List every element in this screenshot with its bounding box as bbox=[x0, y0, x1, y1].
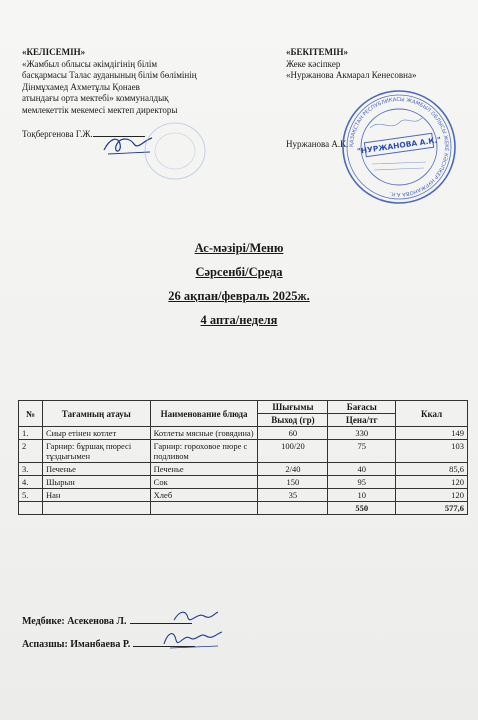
header-kcal: Ккал bbox=[396, 401, 468, 427]
cell-empty bbox=[258, 502, 328, 515]
menu-table bbox=[18, 400, 468, 515]
cell-num: 3. bbox=[19, 463, 43, 476]
handwritten-signature-nurse bbox=[170, 606, 220, 628]
table-row bbox=[19, 427, 468, 440]
heading-weekday: Сәрсенбі/Среда bbox=[195, 265, 283, 279]
cell-name-kz: Нан bbox=[42, 489, 150, 502]
stamp-ring-text: ҚАЗАҚСТАН РЕСПУБЛИКАСЫ ЖАМБЫЛ ОБЛЫСЫ ЖЕКЕ КӘСІПКЕР НУРЖАНОВА А.К. bbox=[348, 96, 450, 198]
cell-price: 40 bbox=[328, 463, 396, 476]
cell-name-ru: Котлеты мясные (говядина) bbox=[150, 427, 258, 440]
cell-name-ru: Хлеб bbox=[150, 489, 258, 502]
cell-empty bbox=[19, 502, 43, 515]
cell-empty bbox=[42, 502, 150, 515]
approval-left-line: Дінмұхамед Ахметұлы Қонаев bbox=[22, 81, 140, 92]
handwritten-signature-cook bbox=[160, 626, 226, 652]
cell-empty bbox=[150, 502, 258, 515]
cell-num: 4. bbox=[19, 476, 43, 489]
header-output-kz: Шығымы bbox=[258, 401, 328, 414]
table-row bbox=[19, 440, 468, 463]
cell-output: 35 bbox=[258, 489, 328, 502]
cell-name-kz: Шырын bbox=[42, 476, 150, 489]
table-row bbox=[19, 476, 468, 489]
header-num: № bbox=[19, 401, 43, 427]
heading-menu-title: Ас-мәзірі/Меню bbox=[194, 241, 284, 255]
menu-headings bbox=[0, 236, 478, 332]
cell-output: 2/40 bbox=[258, 463, 328, 476]
cell-num: 2 bbox=[19, 440, 43, 463]
header-price-ru: Цена/тг bbox=[328, 414, 396, 427]
total-kcal: 577,6 bbox=[396, 502, 468, 515]
header-name-kz: Тағамның атауы bbox=[42, 401, 150, 427]
table-header-row bbox=[19, 401, 468, 414]
header-name-ru: Наименование блюда bbox=[150, 401, 258, 427]
approval-right-line: Жеке кәсіпкер bbox=[286, 58, 341, 69]
cell-kcal: 120 bbox=[396, 489, 468, 502]
table-total-row bbox=[19, 502, 468, 515]
cell-kcal: 149 bbox=[396, 427, 468, 440]
cell-name-ru: Печенье bbox=[150, 463, 258, 476]
heading-date: 26 ақпан/февраль 2025ж. bbox=[168, 289, 310, 303]
cell-price: 95 bbox=[328, 476, 396, 489]
cell-name-ru: Сок bbox=[150, 476, 258, 489]
table-row bbox=[19, 463, 468, 476]
header-price-kz: Бағасы bbox=[328, 401, 396, 414]
cell-name-kz: Печенье bbox=[42, 463, 150, 476]
cell-kcal: 85,6 bbox=[396, 463, 468, 476]
cell-num: 1. bbox=[19, 427, 43, 440]
cell-kcal: 120 bbox=[396, 476, 468, 489]
approval-left-title: «КЕЛІСЕМІН» bbox=[22, 47, 86, 57]
table-row bbox=[19, 489, 468, 502]
cell-name-kz: Гарнир: бұршақ пюресі тұздығымен bbox=[42, 440, 150, 463]
approval-right-title: «БЕКІТЕМІН» bbox=[286, 47, 348, 57]
approval-right-signer: Нуржанова А.К. bbox=[286, 139, 349, 149]
cell-price: 75 bbox=[328, 440, 396, 463]
stamp-name: "НУРЖАНОВА А.К." bbox=[356, 135, 442, 156]
approval-left-line: басқармасы Талас ауданының білім бөлімінің bbox=[22, 70, 197, 80]
cell-name-ru: Гарнир: гороховое пюре с подливом bbox=[150, 440, 258, 463]
cell-kcal: 103 bbox=[396, 440, 468, 463]
cell-output: 150 bbox=[258, 476, 328, 489]
medbike-label: Медбике: Асекенова Л. bbox=[22, 616, 127, 627]
header-output-ru: Выход (гр) bbox=[258, 414, 328, 427]
approval-right-line: «Нуржанова Акмарал Кенесовна» bbox=[286, 70, 417, 80]
footer-medbike bbox=[22, 613, 192, 627]
total-price: 550 bbox=[328, 502, 396, 515]
approval-left-line: атындағы орта мектебі» коммуналдық bbox=[22, 93, 169, 103]
cell-output: 60 bbox=[258, 427, 328, 440]
cell-num: 5. bbox=[19, 489, 43, 502]
cell-price: 10 bbox=[328, 489, 396, 502]
approval-left-line: мемлекеттік мекемесі мектеп директоры bbox=[22, 104, 178, 115]
heading-week: 4 апта/неделя bbox=[200, 313, 278, 327]
cell-name-kz: Сиыр етінен котлет bbox=[42, 427, 150, 440]
round-seal-stamp-icon bbox=[340, 88, 458, 206]
approval-left-signer: Тоқбергенова Г.Ж. bbox=[22, 129, 93, 139]
faint-stamp-icon bbox=[142, 120, 208, 182]
cell-price: 330 bbox=[328, 427, 396, 440]
cell-output: 100/20 bbox=[258, 440, 328, 463]
cook-label: Аспазшы: Иманбаева Р. bbox=[22, 639, 131, 650]
approval-left-line: «Жамбыл облысы әкімдігінің білім bbox=[22, 58, 158, 69]
